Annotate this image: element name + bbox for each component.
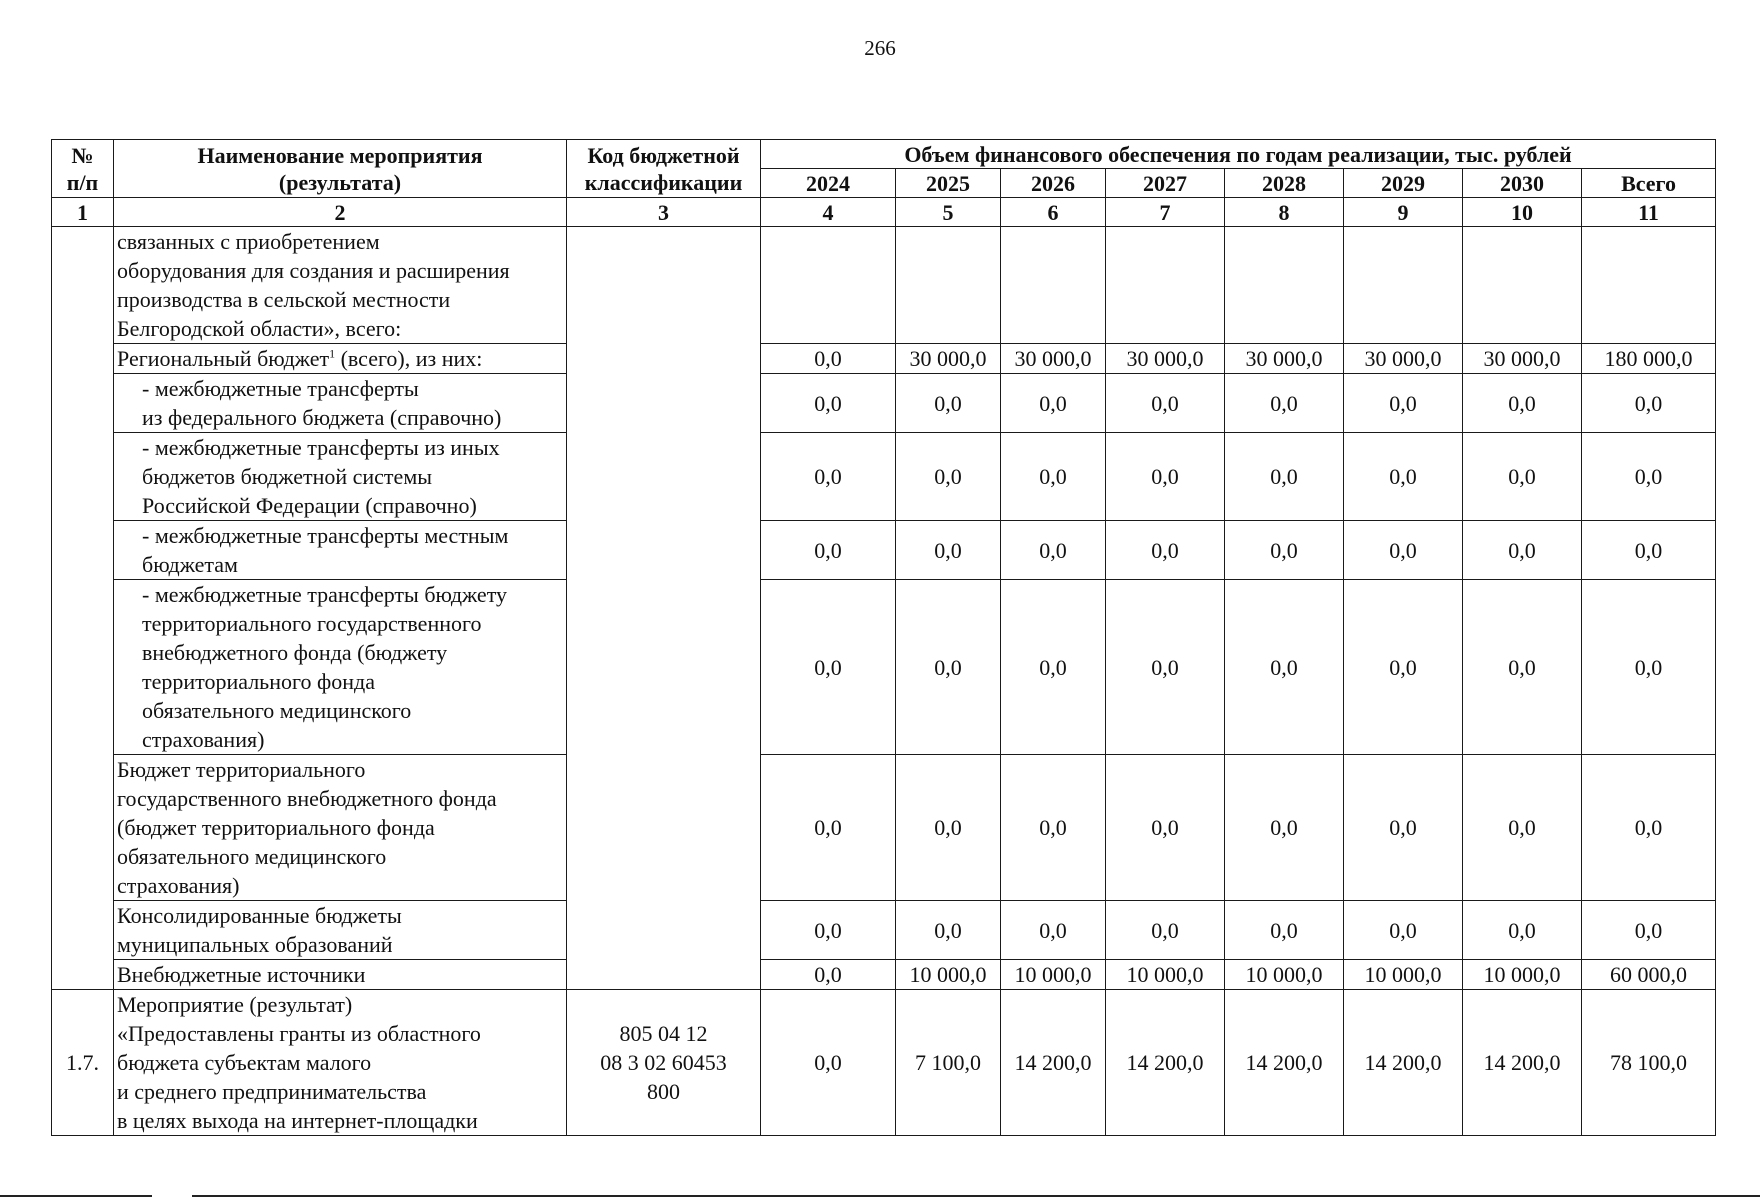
value-cell [896, 227, 1001, 344]
year-value-cell: 14 200,0 [1225, 990, 1344, 1136]
header-year: 2028 [1225, 169, 1344, 198]
header-year: 2024 [761, 169, 896, 198]
year-value-cell: 0,0 [761, 580, 896, 755]
total-value-cell: 60 000,0 [1582, 960, 1716, 990]
total-value-cell: 0,0 [1582, 374, 1716, 433]
year-value-cell: 0,0 [1463, 521, 1582, 580]
funding-source-name: Внебюджетные источники [114, 960, 567, 990]
year-value-cell: 14 200,0 [1463, 990, 1582, 1136]
total-value-cell: 0,0 [1582, 901, 1716, 960]
header-financing-volume: Объем финансового обеспечения по годам реализации, тыс. рублей [761, 140, 1716, 169]
year-value-cell: 30 000,0 [1463, 344, 1582, 374]
year-value-cell: 10 000,0 [1344, 960, 1463, 990]
year-value-cell: 10 000,0 [1463, 960, 1582, 990]
value-cell [1463, 227, 1582, 344]
year-value-cell: 0,0 [1001, 374, 1106, 433]
table-row [52, 755, 1716, 901]
row-number-cell [52, 227, 114, 990]
footer-rule-left [0, 1195, 152, 1197]
year-value-cell: 0,0 [1106, 374, 1225, 433]
activity-name-cell: Мероприятие (результат) «Предоставлены гранты из областного бюджета субъектам малого и среднего предпринимательства в целях выхода на интернет-площадки [114, 990, 567, 1136]
funding-source-name: Консолидированные бюджеты муниципальных образований [114, 901, 567, 960]
year-value-cell: 0,0 [1344, 901, 1463, 960]
year-value-cell: 10 000,0 [1001, 960, 1106, 990]
year-value-cell: 0,0 [761, 901, 896, 960]
year-value-cell: 0,0 [1225, 521, 1344, 580]
column-number: 5 [896, 198, 1001, 227]
value-cell [1106, 227, 1225, 344]
year-value-cell: 14 200,0 [1344, 990, 1463, 1136]
year-value-cell: 0,0 [896, 521, 1001, 580]
year-value-cell: 0,0 [761, 374, 896, 433]
year-value-cell: 0,0 [896, 755, 1001, 901]
funding-source-name: - межбюджетные трансферты местным бюджетам [114, 521, 567, 580]
year-value-cell: 30 000,0 [1225, 344, 1344, 374]
year-value-cell: 7 100,0 [896, 990, 1001, 1136]
funding-source-name: Региональный бюджет$^1$ (всего), из них: [114, 344, 567, 374]
year-value-cell: 0,0 [1225, 580, 1344, 755]
value-cell [1225, 227, 1344, 344]
header-activity-name: Наименование мероприятия (результата) [114, 140, 567, 198]
value-cell [1582, 227, 1716, 344]
year-value-cell: 0,0 [1225, 374, 1344, 433]
total-value-cell: 0,0 [1582, 433, 1716, 521]
year-value-cell: 0,0 [1463, 433, 1582, 521]
year-value-cell: 30 000,0 [1001, 344, 1106, 374]
column-number: 7 [1106, 198, 1225, 227]
column-number: 10 [1463, 198, 1582, 227]
funding-source-name: - межбюджетные трансферты из иных бюджетов бюджетной системы Российской Федерации (справочно) [114, 433, 567, 521]
header-year: 2027 [1106, 169, 1225, 198]
year-value-cell: 0,0 [1225, 901, 1344, 960]
header-total: Всего [1582, 169, 1716, 198]
year-value-cell: 0,0 [1344, 755, 1463, 901]
table-row-item-1-7 [52, 990, 1716, 1136]
column-number: 3 [567, 198, 761, 227]
year-value-cell: 0,0 [1106, 521, 1225, 580]
financing-table [51, 139, 1716, 1136]
row-number: 1.7. [52, 990, 114, 1136]
value-cell [1001, 227, 1106, 344]
year-value-cell: 0,0 [1106, 901, 1225, 960]
funding-source-name: - межбюджетные трансферты бюджету территориального государственного внебюджетного фонда (бюджету территориального фонда обязательного медицинского страхования) [114, 580, 567, 755]
budget-code: 805 04 12 08 3 02 60453 800 [567, 990, 761, 1136]
activity-name-cell: связанных с приобретением оборудования для создания и расширения производства в сельской местности Белгородской области», всего: [114, 227, 567, 344]
total-value-cell: 78 100,0 [1582, 990, 1716, 1136]
year-value-cell: 0,0 [1001, 901, 1106, 960]
year-value-cell: 0,0 [1463, 374, 1582, 433]
column-number: 8 [1225, 198, 1344, 227]
year-value-cell: 0,0 [1225, 755, 1344, 901]
total-value-cell: 0,0 [1582, 521, 1716, 580]
value-cell [1344, 227, 1463, 344]
footer-rule-right [192, 1195, 1760, 1197]
year-value-cell: 30 000,0 [1106, 344, 1225, 374]
funding-source-name: - межбюджетные трансферты из федерального бюджета (справочно) [114, 374, 567, 433]
year-value-cell: 10 000,0 [1106, 960, 1225, 990]
column-number: 9 [1344, 198, 1463, 227]
total-value-cell: 180 000,0 [1582, 344, 1716, 374]
year-value-cell: 0,0 [1344, 433, 1463, 521]
year-value-cell: 0,0 [761, 344, 896, 374]
year-value-cell: 0,0 [761, 960, 896, 990]
year-value-cell: 0,0 [1225, 433, 1344, 521]
header-year: 2029 [1344, 169, 1463, 198]
header-row-1 [52, 140, 1716, 169]
year-value-cell: 0,0 [1001, 755, 1106, 901]
table-row [52, 374, 1716, 433]
total-value-cell: 0,0 [1582, 755, 1716, 901]
year-value-cell: 0,0 [761, 990, 896, 1136]
total-value-cell: 0,0 [1582, 580, 1716, 755]
header-year: 2030 [1463, 169, 1582, 198]
year-value-cell: 10 000,0 [1225, 960, 1344, 990]
year-value-cell: 14 200,0 [1001, 990, 1106, 1136]
column-number: 1 [52, 198, 114, 227]
header-column-numbers [52, 198, 1716, 227]
header-year: 2026 [1001, 169, 1106, 198]
year-value-cell: 14 200,0 [1106, 990, 1225, 1136]
table-row [52, 901, 1716, 960]
year-value-cell: 0,0 [1001, 521, 1106, 580]
year-value-cell: 0,0 [1463, 580, 1582, 755]
column-number: 6 [1001, 198, 1106, 227]
year-value-cell: 0,0 [1344, 521, 1463, 580]
year-value-cell: 0,0 [1106, 433, 1225, 521]
year-value-cell: 0,0 [896, 901, 1001, 960]
table-row [52, 433, 1716, 521]
year-value-cell: 30 000,0 [896, 344, 1001, 374]
budget-code-cell [567, 227, 761, 990]
year-value-cell: 0,0 [896, 580, 1001, 755]
column-number: 4 [761, 198, 896, 227]
year-value-cell: 0,0 [896, 433, 1001, 521]
year-value-cell: 10 000,0 [896, 960, 1001, 990]
year-value-cell: 0,0 [1106, 580, 1225, 755]
year-value-cell: 0,0 [1344, 580, 1463, 755]
year-value-cell: 30 000,0 [1344, 344, 1463, 374]
value-cell [761, 227, 896, 344]
year-value-cell: 0,0 [761, 433, 896, 521]
column-number: 2 [114, 198, 567, 227]
funding-source-name: Бюджет территориального государственного внебюджетного фонда (бюджет территориального фонда обязательного медицинского страхования) [114, 755, 567, 901]
year-value-cell: 0,0 [1106, 755, 1225, 901]
year-value-cell: 0,0 [1344, 374, 1463, 433]
table-row [52, 580, 1716, 755]
year-value-cell: 0,0 [761, 521, 896, 580]
table-row [52, 521, 1716, 580]
header-number: № п/п [52, 140, 114, 198]
year-value-cell: 0,0 [1001, 433, 1106, 521]
footnote-mark: 1 [329, 346, 336, 361]
column-number: 11 [1582, 198, 1716, 227]
table-row [52, 960, 1716, 990]
year-value-cell: 0,0 [1463, 755, 1582, 901]
table-row-intro [52, 227, 1716, 344]
table-row [52, 344, 1716, 374]
year-value-cell: 0,0 [761, 755, 896, 901]
header-year: 2025 [896, 169, 1001, 198]
header-budget-code: Код бюджетной классификации [567, 140, 761, 198]
page-number: 266 [864, 36, 896, 60]
year-value-cell: 0,0 [1463, 901, 1582, 960]
year-value-cell: 0,0 [896, 374, 1001, 433]
year-value-cell: 0,0 [1001, 580, 1106, 755]
